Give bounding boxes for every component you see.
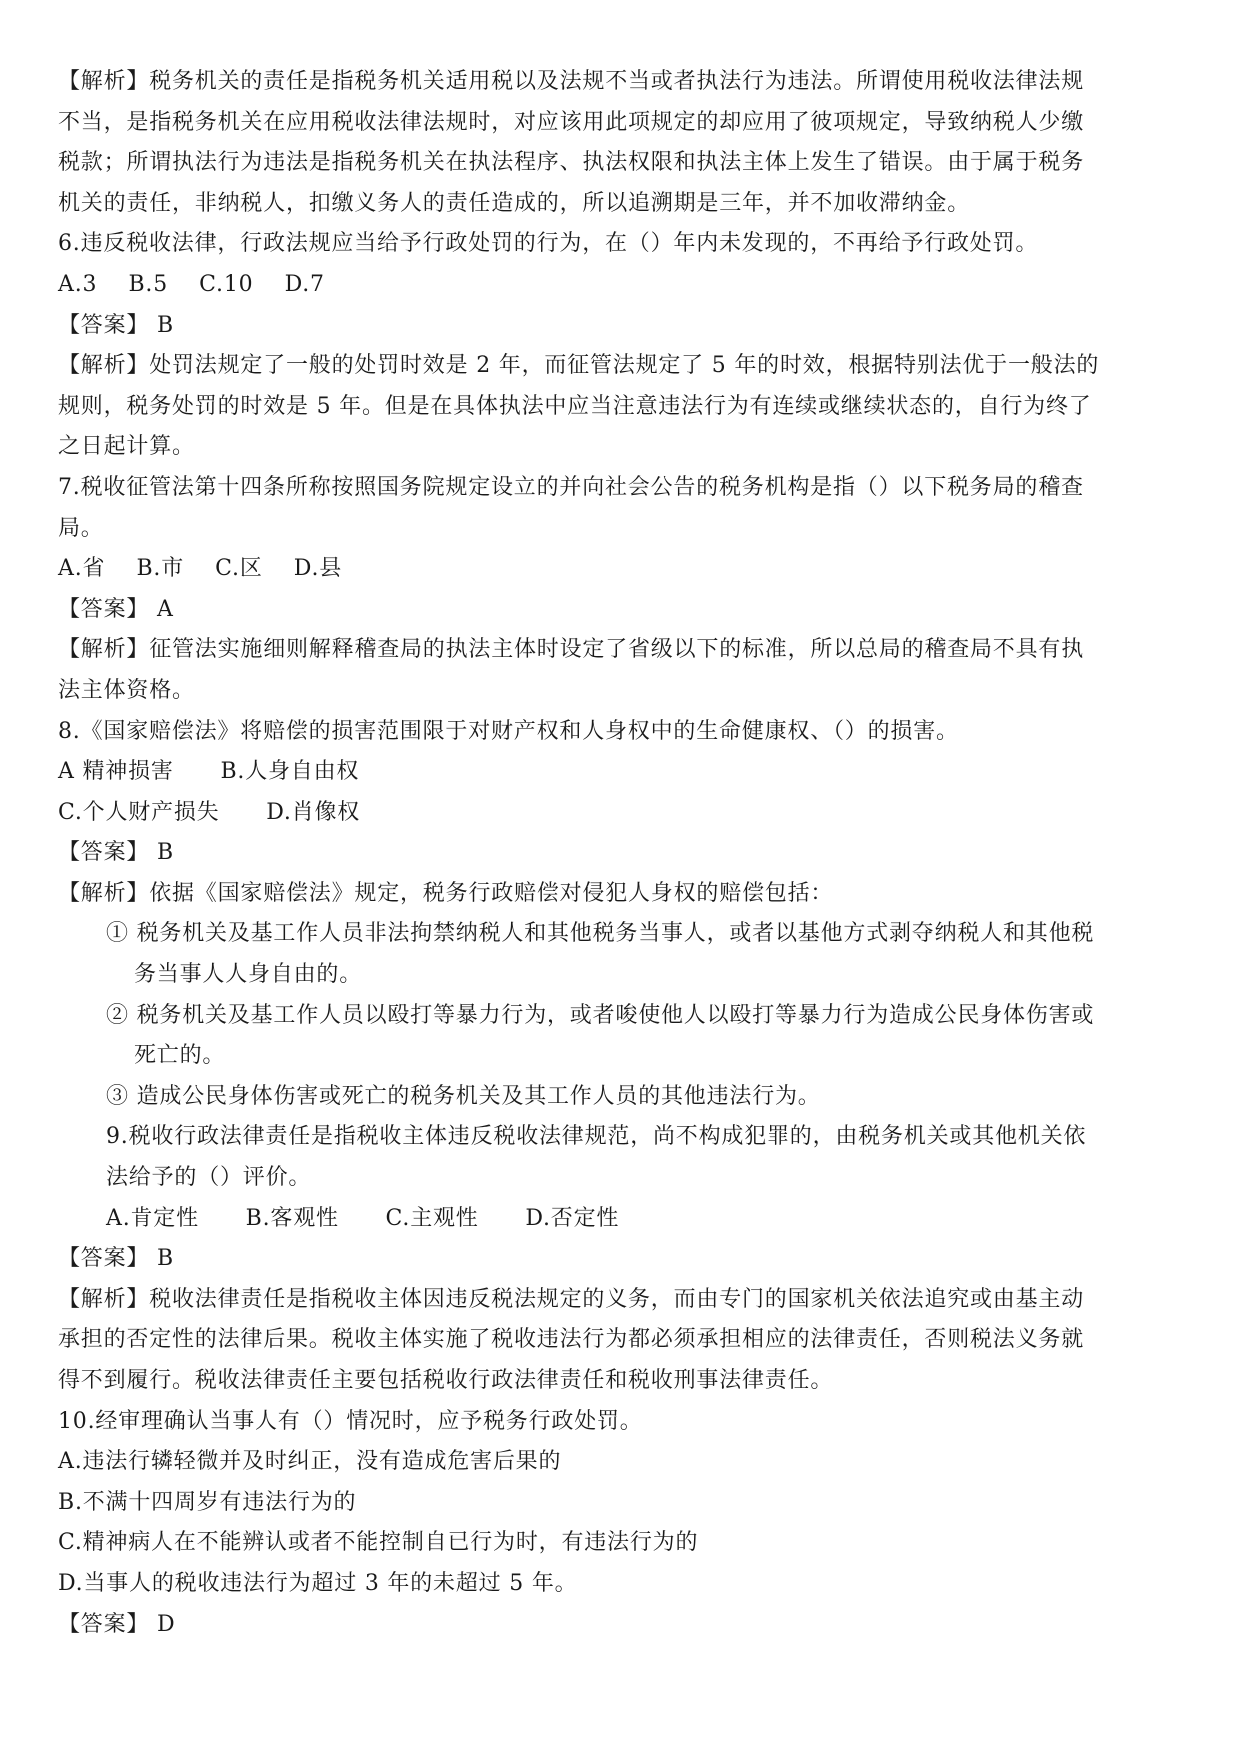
question-10-option-b: B.不满十四周岁有违法行为的 bbox=[58, 1489, 357, 1515]
analysis-9-line-3: 得不到履行。税收法律责任主要包括税收行政法律责任和税收刑事法律责任。 bbox=[58, 1368, 834, 1393]
question-10-option-a: A.违法行辚轻微并及时纠正，没有造成危害后果的 bbox=[58, 1449, 562, 1475]
question-7-line-2: 局。 bbox=[58, 515, 104, 541]
analysis-8-item-2-line-2: 死亡的。 bbox=[134, 1043, 226, 1069]
answer-9: 【答案】 B bbox=[58, 1246, 174, 1272]
analysis-5-line-4: 机关的责任，非纳税人，扣缴义务人的责任造成的，所以追溯期是三年，并不加收滞纳金。 bbox=[58, 190, 971, 216]
question-10-option-c: C.精神病人在不能辨认或者不能控制自已行为时，有违法行为的 bbox=[58, 1530, 699, 1556]
answer-6: 【答案】 B bbox=[58, 312, 174, 338]
question-8: 8.《国家赔偿法》将赔偿的损害范围限于对财产权和人身权中的生命健康权、（）的损害。 bbox=[58, 718, 959, 744]
question-10-option-d: D.当事人的税收违法行为超过 3 年的未超过 5 年。 bbox=[58, 1570, 578, 1596]
question-6-options: A.3 B.5 C.10 D.7 bbox=[58, 271, 325, 297]
analysis-9-line-2: 承担的否定性的法律后果。税收主体实施了税收违法行为都必须承担相应的法律责任，否则税法义务就 bbox=[58, 1327, 1085, 1353]
analysis-5-line-1: 【解析】税务机关的责任是指税务机关适用税以及法规不当或者执法行为违法。所谓使用税收法律法规 bbox=[58, 69, 1085, 94]
answer-10: 【答案】 D bbox=[58, 1611, 176, 1637]
question-9-line-1: 9.税收行政法律责任是指税收主体违反税收法律规范，尚不构成犯罪的，由税务机关或其他机关依 bbox=[106, 1124, 1087, 1150]
analysis-6-line-1: 【解析】处罚法规定了一般的处罚时效是 2 年，而征管法规定了 5 年的时效，根据特别法优于一般法的 bbox=[58, 353, 1100, 379]
analysis-5-line-3: 税款；所谓执法行为违法是指税务机关在执法程序、执法权限和执法主体上发生了错误。由于属于税务 bbox=[58, 150, 1085, 176]
question-10: 10.经审理确认当事人有（）情况时，应予税务行政处罚。 bbox=[58, 1408, 643, 1434]
question-7-line-1: 7.税收征管法第十四条所称按照国务院规定设立的并向社会公告的税务机构是指（）以下税务局的稽查 bbox=[58, 474, 1084, 500]
analysis-9-line-1: 【解析】税收法律责任是指税收主体因违反税法规定的义务，而由专门的国家机关依法追究或由基主动 bbox=[58, 1286, 1085, 1312]
analysis-6-line-3: 之日起计算。 bbox=[58, 434, 195, 460]
answer-7: 【答案】 A bbox=[58, 596, 174, 622]
analysis-7-line-1: 【解析】征管法实施细则解释稽查局的执法主体时设定了省级以下的标准，所以总局的稽查局不具有执 bbox=[58, 637, 1085, 663]
question-8-options-row-1: A 精神损害 B.人身自由权 bbox=[58, 759, 360, 785]
analysis-5-line-2: 不当，是指税务机关在应用税收法律法规时，对应该用此项规定的却应用了彼项规定，导致纳税人少缴 bbox=[58, 109, 1085, 135]
question-9-line-2: 法给予的（）评价。 bbox=[106, 1165, 312, 1191]
analysis-8-item-3: ③ 造成公民身体伤害或死亡的税务机关及其工作人员的其他违法行为。 bbox=[106, 1083, 821, 1109]
question-7-options: A.省 B.市 C.区 D.县 bbox=[58, 556, 343, 582]
question-9-options: A.肯定性 B.客观性 C.主观性 D.否定性 bbox=[106, 1205, 620, 1231]
answer-8: 【答案】 B bbox=[58, 840, 174, 866]
analysis-8-item-1-line-2: 务当事人人身自由的。 bbox=[134, 962, 363, 988]
analysis-8-intro: 【解析】依据《国家赔偿法》规定，税务行政赔偿对侵犯人身权的赔偿包括： bbox=[58, 880, 834, 906]
analysis-8-item-1-line-1: ① 税务机关及基工作人员非法拘禁纳税人和其他税务当事人，或者以基他方式剥夺纳税人和其他税 bbox=[106, 921, 1095, 947]
question-6: 6.违反税收法律，行政法规应当给予行政处罚的行为，在（）年内未发现的，不再给予行政处罚。 bbox=[58, 231, 1039, 257]
analysis-7-line-2: 法主体资格。 bbox=[58, 677, 195, 703]
analysis-6-line-2: 规则，税务处罚的时效是 5 年。但是在具体执法中应当注意违法行为有连续或继续状态的，自行为终了 bbox=[58, 393, 1092, 419]
question-8-options-row-2: C.个人财产损失 D.肖像权 bbox=[58, 799, 361, 825]
analysis-8-item-2-line-1: ② 税务机关及基工作人员以殴打等暴力行为，或者唆使他人以殴打等暴力行为造成公民身体伤害或 bbox=[106, 1002, 1095, 1028]
